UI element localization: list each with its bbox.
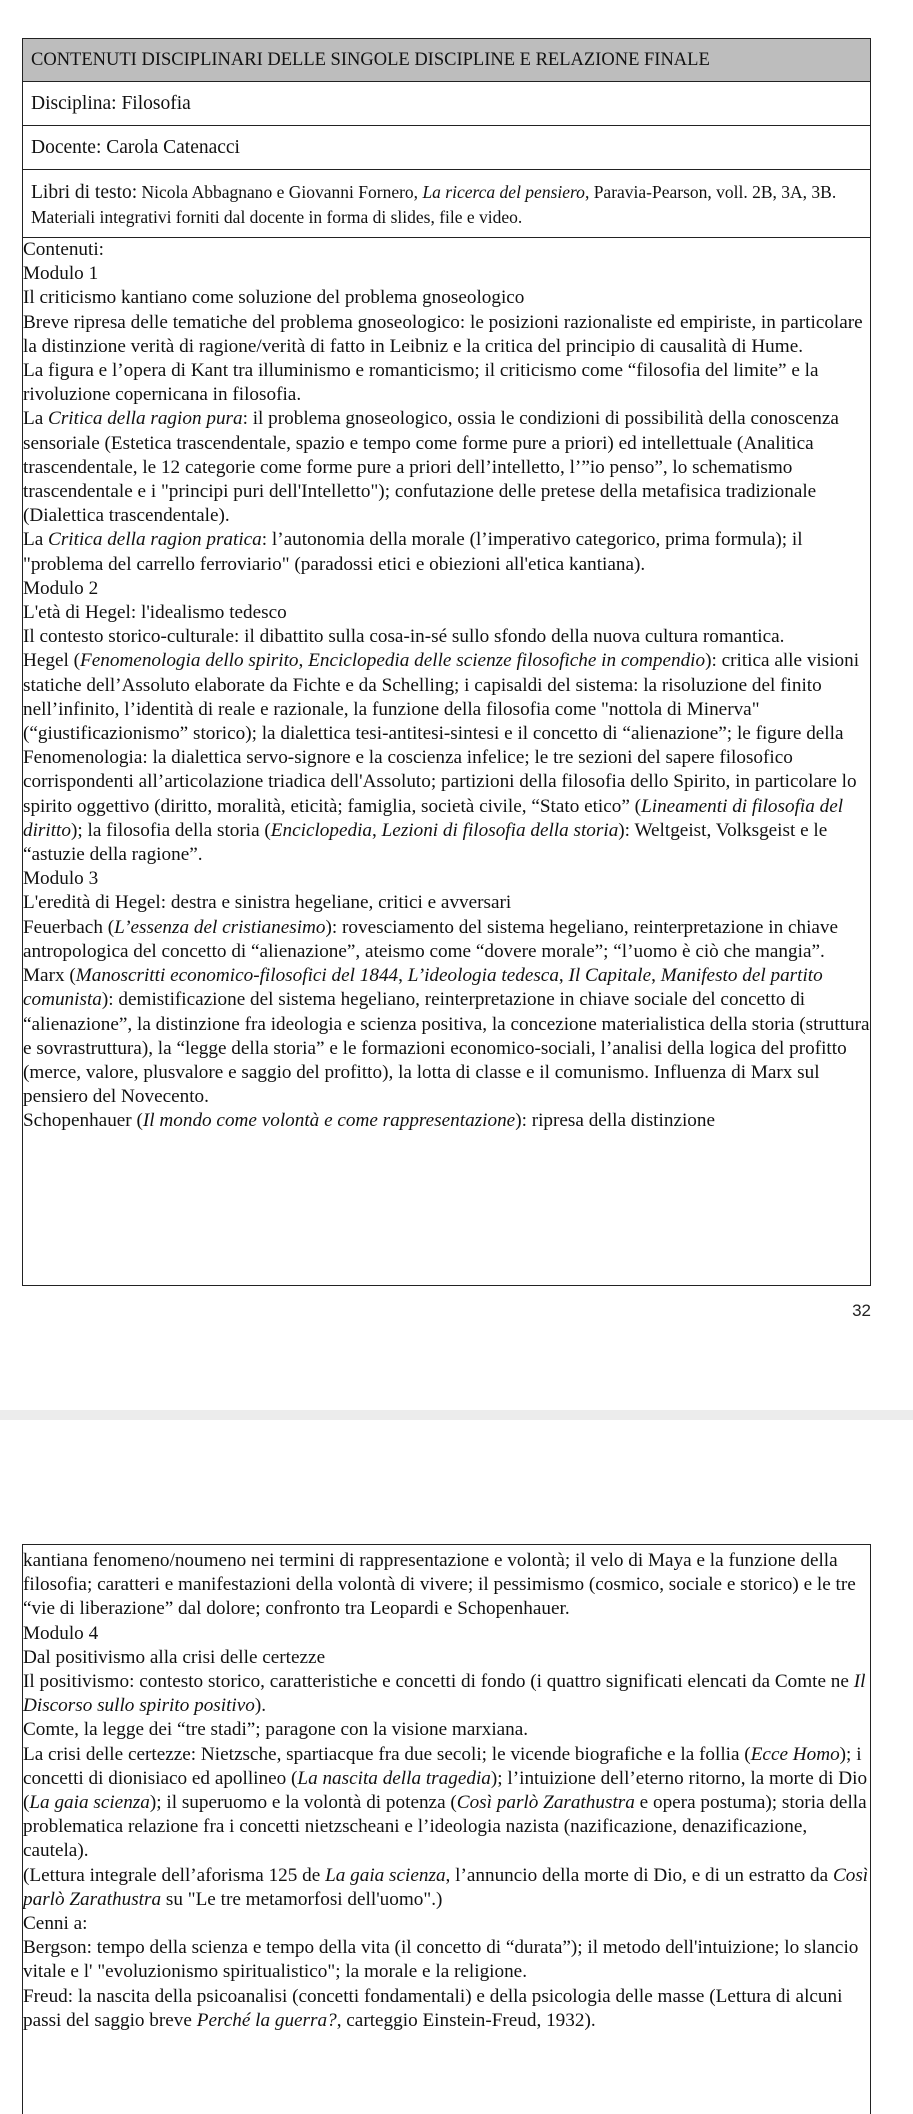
author-name: Freud xyxy=(23,1985,68,2007)
text: : il problema gnoseologico, ossia le condizioni di possibilità della conoscenza sensoriale (Estetica trascendentale, spazio e tempo come forme pure a priori) ed intellettuale (Analitica trascendentale, le 12 categorie come forme pure a priori dell’intelletto, l’”io penso”, lo schematismo trascendentale e i "principi puri dell'Intelletto"); confutazione delle pretese della metafisica tradizionale (Dialettica trascendentale). xyxy=(23,408,839,527)
text: , la legge dei “tre stadi”; paragone con la visione marxiana. xyxy=(74,1719,529,1741)
textbooks-row xyxy=(23,170,870,238)
text: : tempo della scienza e tempo della vita (il concetto di “durata”); il metodo dell'intuizione; lo slancio vitale e l' "evoluzionismo spiritualistico"; la morale e la religione. xyxy=(23,1937,859,1983)
work-title: Perché la guerra? xyxy=(196,2009,337,2031)
text: ); i concetti di dionisiaco ed apollineo ( xyxy=(23,1743,862,1789)
text: , xyxy=(372,819,382,841)
textbook-title: La ricerca del pensiero xyxy=(422,182,585,202)
work-title: La gaia scienza xyxy=(325,1864,446,1886)
text: , carteggio Einstein-Freud, 1932). xyxy=(336,2009,596,2031)
paragraph xyxy=(23,528,870,576)
text: La xyxy=(23,408,49,430)
paragraph xyxy=(23,1985,870,2033)
paragraph xyxy=(23,625,870,649)
discipline-row xyxy=(23,82,870,126)
textbooks-text: , Paravia-Pearson, voll. 2B, 3A, 3B. Materiali integrativi forniti dal docente in forma di slides, file e video. xyxy=(31,182,837,227)
author-name: Marx xyxy=(23,965,65,987)
author-name: Bergson xyxy=(23,1937,87,1959)
work-title: Critica della ragion pura xyxy=(48,408,243,430)
author-name: Nietzsche xyxy=(200,1743,277,1765)
text: , xyxy=(298,650,309,672)
text: La figura e l’opera di xyxy=(23,360,191,382)
text: e opera postuma); storia della problematica relazione fra i concetti nietzscheani e l’ideologia nazista (nazificazione, denazificazione, cautela). xyxy=(23,1792,867,1862)
text: ); la filosofia della storia ( xyxy=(70,819,271,841)
text: , spartiacque fra due secoli; le vicende biografiche e la follia ( xyxy=(276,1743,751,1765)
module-label: Modulo 3 xyxy=(23,868,99,890)
module-title: L'eredità di Hegel: destra e sinistra hegeliane, critici e avversari xyxy=(23,892,512,914)
text: ): critica alle visioni statiche dell’Assoluto elaborate da Fichte e da Schelling; i capisaldi del sistema: la risoluzione del finito nell’infinito, l’identità di reale e razionale, la funzione della filosofia come "nottola di Minerva" (“giustificazionismo” storico); la dialettica tesi-antitesi-sintesi e il concetto di “alienazione”; le figure della Fenomenologia: la dialettica servo-signore e la coscienza infelice; le tre sezioni del sapere filosofico corrispondenti all’articolazione triadica dell'Assoluto; partizioni della filosofia dello Spirito, in particolare lo spirito oggettivo (diritto, moralità, eticità; famiglia, società civile, “Stato etico” ( xyxy=(23,650,860,817)
table-header xyxy=(23,39,870,82)
text: ( xyxy=(131,1110,143,1132)
author-name: Feuerbach xyxy=(23,916,103,938)
work-title: Lezioni di filosofia della storia xyxy=(381,819,619,841)
work-title: Così parlò Zarathustra xyxy=(456,1792,635,1814)
work-title: Enciclopedia delle scienze filosofiche in compendio xyxy=(308,650,706,672)
paragraph xyxy=(23,359,870,407)
text: ); il superuomo e la volontà di potenza ( xyxy=(149,1792,457,1814)
paragraph xyxy=(23,1109,870,1133)
work-title: Fenomenologia dello spirito xyxy=(80,650,299,672)
contents-label: Contenuti: xyxy=(23,239,105,260)
teacher-text: Docente: Carola Catenacci xyxy=(31,136,240,158)
work-title: L’essenza del cristianesimo xyxy=(114,916,326,938)
text: : l’autonomia della morale (l’imperativo categorico, prima formula); il "problema del carrello ferroviario" (paradossi etici e obiezioni all'etica kantiana). xyxy=(23,529,803,575)
module-title: Dal positivismo alla crisi delle certezze xyxy=(23,1646,326,1668)
work-title: L’ideologia tedesca xyxy=(407,965,559,987)
text: ): ripresa della distinzione xyxy=(515,1110,715,1132)
text: su "Le tre metamorfosi dell'uomo".) xyxy=(161,1888,443,1910)
module-label: Modulo 4 xyxy=(23,1622,99,1644)
text: La crisi delle certezze: xyxy=(23,1743,201,1765)
work-title: Lineamenti di filosofia del diritto xyxy=(23,795,844,841)
content-table-continued xyxy=(22,1544,871,2114)
text: ): rovesciamento del sistema hegeliano, reinterpretazione in chiave antropologica del concetto di “alienazione”, ateismo come “dovere morale”; “l’uomo è ciò che mangia”. xyxy=(23,916,839,962)
text: Il positivismo: contesto storico, caratteristiche e concetti di fondo (i quattro significati elencati da Comte ne xyxy=(23,1671,854,1693)
text: Il contesto storico-culturale: il dibattito sulla cosa-in-sé sullo sfondo della nuova cultura romantica. xyxy=(23,626,785,648)
text: , xyxy=(398,965,408,987)
text: Breve ripresa delle tematiche del problema gnoseologico: le posizioni razionaliste ed empiriste, in particolare la distinzione verità di ragione/verità di fatto in Leibniz e la critica del principio di causalità di Hume. xyxy=(23,311,863,357)
work-title: Il Discorso sullo spirito positivo xyxy=(23,1671,866,1717)
text: (Lettura integrale dell’aforisma 125 de xyxy=(23,1864,326,1886)
work-title: La nascita della tragedia xyxy=(297,1767,491,1789)
section-label: Cenni a: xyxy=(23,1913,88,1935)
textbooks-label: Libri di testo: xyxy=(31,182,138,203)
teacher-row xyxy=(23,126,870,170)
work-title: Ecce Homo xyxy=(750,1743,840,1765)
paragraph xyxy=(23,407,870,528)
text: La xyxy=(23,529,49,551)
paragraph xyxy=(23,1743,870,1864)
discipline-text: Disciplina: Filosofia xyxy=(31,92,191,114)
work-title: Enciclopedia xyxy=(270,819,373,841)
text: ); l’intuizione dell’eterno ritorno, la morte di Dio ( xyxy=(23,1767,868,1814)
author-name: Hegel xyxy=(23,650,69,672)
text: ): demistificazione del sistema hegeliano, reinterpretazione in chiave sociale del concetto di “alienazione”, la distinzione fra ideologia e scienza positiva, la concezione materialistica della storia (struttura e sovrastruttura), la “legge della storia” e le formazioni economico-sociali, l’analisi della logica del profitto (merce, valore, plusvalore e saggio del profitto), la lotta di classe e il comunismo. Influenza di Marx sul pensiero del Novecento. xyxy=(23,989,870,1108)
work-title: La gaia scienza xyxy=(29,1792,150,1814)
page-number: 32 xyxy=(852,1301,871,1320)
content-table xyxy=(22,38,871,1286)
work-title: Manifesto del partito comunista xyxy=(23,965,823,1011)
work-title: Il mondo come volontà e come rappresentazione xyxy=(142,1110,516,1132)
module-label: Modulo 1 xyxy=(23,263,99,285)
text: ( xyxy=(64,965,76,987)
author-name: Schopenhauer xyxy=(23,1110,132,1132)
text: ( xyxy=(102,916,115,938)
page-separator xyxy=(0,1410,913,1420)
text: , xyxy=(651,965,661,987)
text: : la nascita della psicoanalisi (concetti fondamentali) e della psicologia delle masse (Lettura di alcuni passi del saggio breve xyxy=(23,1985,843,2031)
paragraph xyxy=(23,649,870,867)
text: , xyxy=(558,965,569,987)
author-name: Comte xyxy=(23,1719,75,1741)
text: tra illuminismo e romanticismo; il criticismo come “filosofia del limite” e la rivoluzione copernicana in filosofia. xyxy=(23,360,819,406)
contents-body xyxy=(23,238,870,1134)
text: ( xyxy=(68,650,81,672)
text: ): Weltgeist, Volksgeist e le “astuzie della ragione”. xyxy=(23,819,828,866)
text: , l’annuncio della morte di Dio, e di un estratto da xyxy=(445,1864,833,1886)
work-title: Critica della ragion pratica xyxy=(48,529,262,551)
paragraph xyxy=(23,1718,870,1742)
work-title: Manoscritti economico-filosofici del 1844 xyxy=(75,965,399,987)
paragraph xyxy=(23,1864,870,1912)
contents-body-continued xyxy=(23,1545,870,2033)
author-name: Kant xyxy=(190,360,229,382)
module-label: Modulo 2 xyxy=(23,577,99,599)
text: kantiana fenomeno/noumeno nei termini di rappresentazione e volontà; il velo di Maya e la funzione della filosofia; caratteri e manifestazioni della volontà di vivere; il pessimismo (cosmico, sociale e storico) e le tre “vie di liberazione” dal dolore; confronto tra Leopardi e Schopenhauer. xyxy=(23,1550,856,1620)
paragraph xyxy=(23,311,870,359)
text: ). xyxy=(254,1695,267,1717)
work-title: Il Capitale xyxy=(568,965,652,987)
module-title: Il criticismo kantiano come soluzione del problema gnoseologico xyxy=(23,287,525,309)
textbooks-text: Nicola Abbagnano e Giovanni Fornero, xyxy=(137,182,423,202)
paragraph xyxy=(23,1936,870,1984)
work-title: Così parlò Zarathustra xyxy=(23,1864,869,1910)
paragraph xyxy=(23,1549,870,1622)
module-title: L'età di Hegel: l'idealismo tedesco xyxy=(23,602,287,624)
paragraph xyxy=(23,916,870,1110)
header-text: CONTENUTI DISCIPLINARI DELLE SINGOLE DISCIPLINE E RELAZIONE FINALE xyxy=(31,49,710,70)
paragraph xyxy=(23,1670,870,1718)
